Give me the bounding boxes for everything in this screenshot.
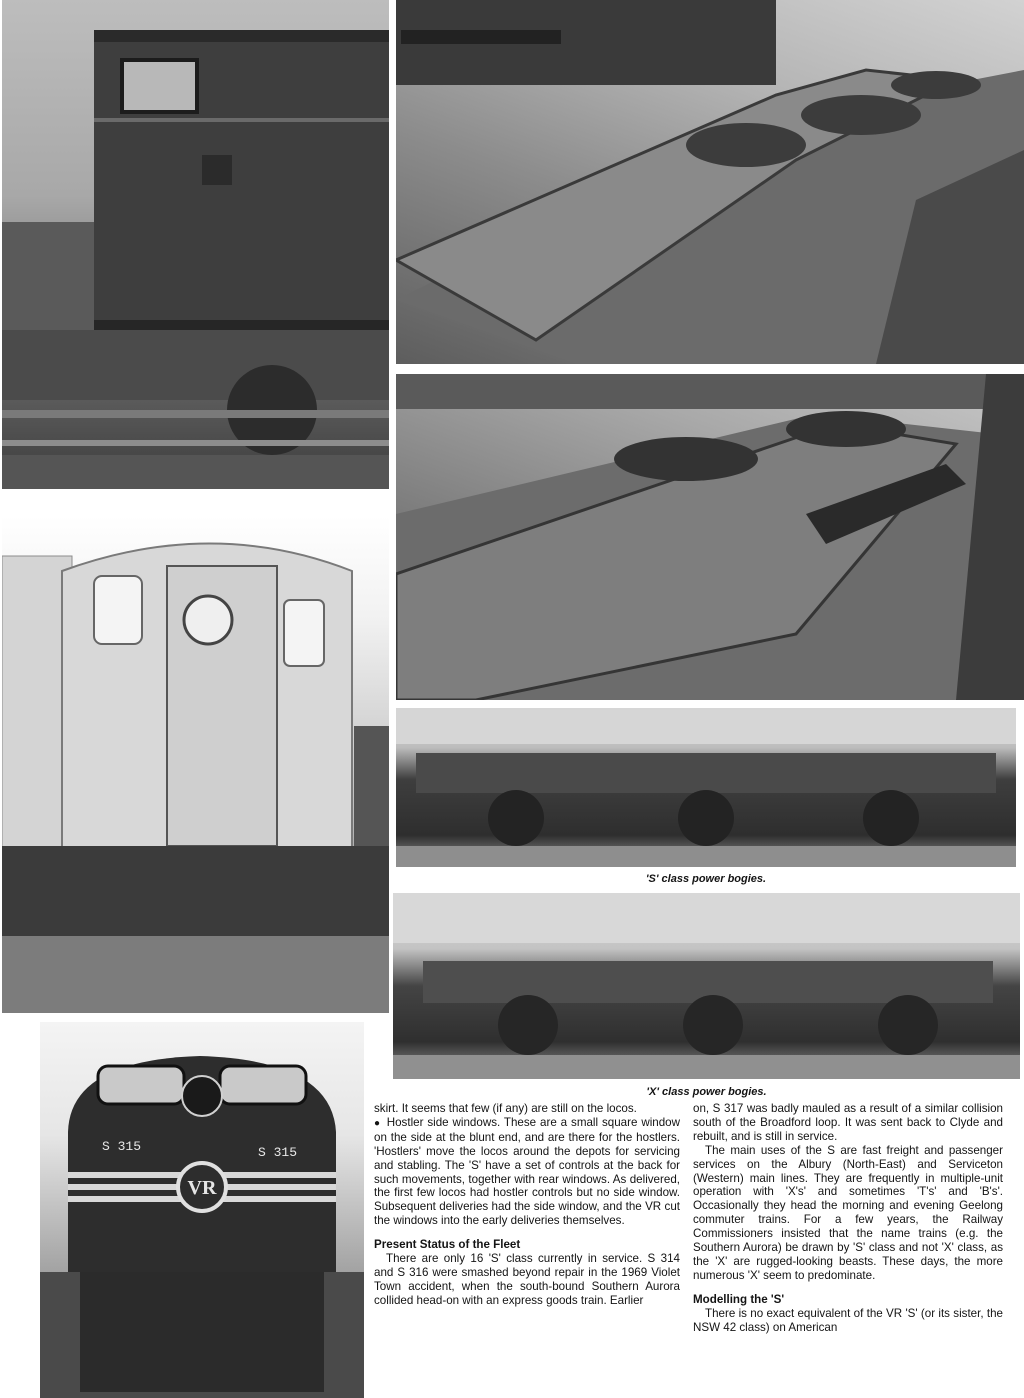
x-class-caption: 'X' class power bogies. <box>646 1086 767 1098</box>
locomotive-rear-end-photo <box>2 516 389 1013</box>
article-column-1 <box>374 1102 680 1308</box>
paragraph-modelling: There is no exact equivalent of the VR 'S' (or its sister, the NSW 42 class) on American <box>693 1306 1003 1334</box>
paragraph-present-status: There are only 16 'S' class currently in service. S 314 and S 316 were smashed beyond repair in the 1969 Violet Town accident, when the south-bound Southern Aurora collided head-on with an express goods train. Earlier <box>374 1252 680 1307</box>
number-plate-right: S 315 <box>258 1145 298 1160</box>
number-plate-left: S 315 <box>102 1139 142 1154</box>
heading-modelling: Modelling the 'S' <box>693 1292 785 1306</box>
paragraph-hostler-windows: ● Hostler side windows. These are a small square window on the side at the blunt end, and are there for the hostlers. 'Hostlers' move the locos around the depots for servicing and stabling. The 'S' have a set of controls at the back for such movements, together with rear windows. As delivered, the first few locos had hostler controls but no side window. Subsequent deliveries had the side window, and the VR cut the windows into the early deliveries themselves. <box>374 1116 680 1228</box>
s-class-bogie-photo <box>396 708 1016 867</box>
x-class-bogie-photo <box>393 893 1020 1079</box>
locomotive-front-photo <box>40 1022 364 1398</box>
vr-emblem: VR <box>187 1177 217 1199</box>
paragraph-skirt: skirt. It seems that few (if any) are still on the locos. <box>374 1102 637 1115</box>
locomotive-cab-side-photo <box>2 0 389 489</box>
paragraph-s317: on, S 317 was badly mauled as a result of a similar collision south of the Broadford loop. It was sent back to Clyde and rebuilt, and is still in service. <box>693 1102 1003 1143</box>
locomotive-roof-photo <box>396 0 1024 364</box>
heading-present-status: Present Status of the Fleet <box>374 1238 521 1252</box>
s-class-caption: 'S' class power bogies. <box>645 873 767 885</box>
locomotive-roof-fans-photo <box>396 374 1024 700</box>
article-column-2 <box>693 1102 1003 1335</box>
paragraph-main-uses: The main uses of the S are fast freight and passenger services on the Albury (North-East) and Serviceton (Western) main lines. They are frequently in multiple-unit operation with 'X's' and sometimes 'T's' and 'B's'. Occasionally they head the morning and evening Geelong commuter trains. For a few years, the Railway Commissioners insisted that the name trains (e.g. the Southern Aurora) be drawn by 'S' class and not 'X' class, as the 'X' are rugged-looking beasts. These days, the more numerous 'X' seem to predominate. <box>693 1143 1003 1282</box>
